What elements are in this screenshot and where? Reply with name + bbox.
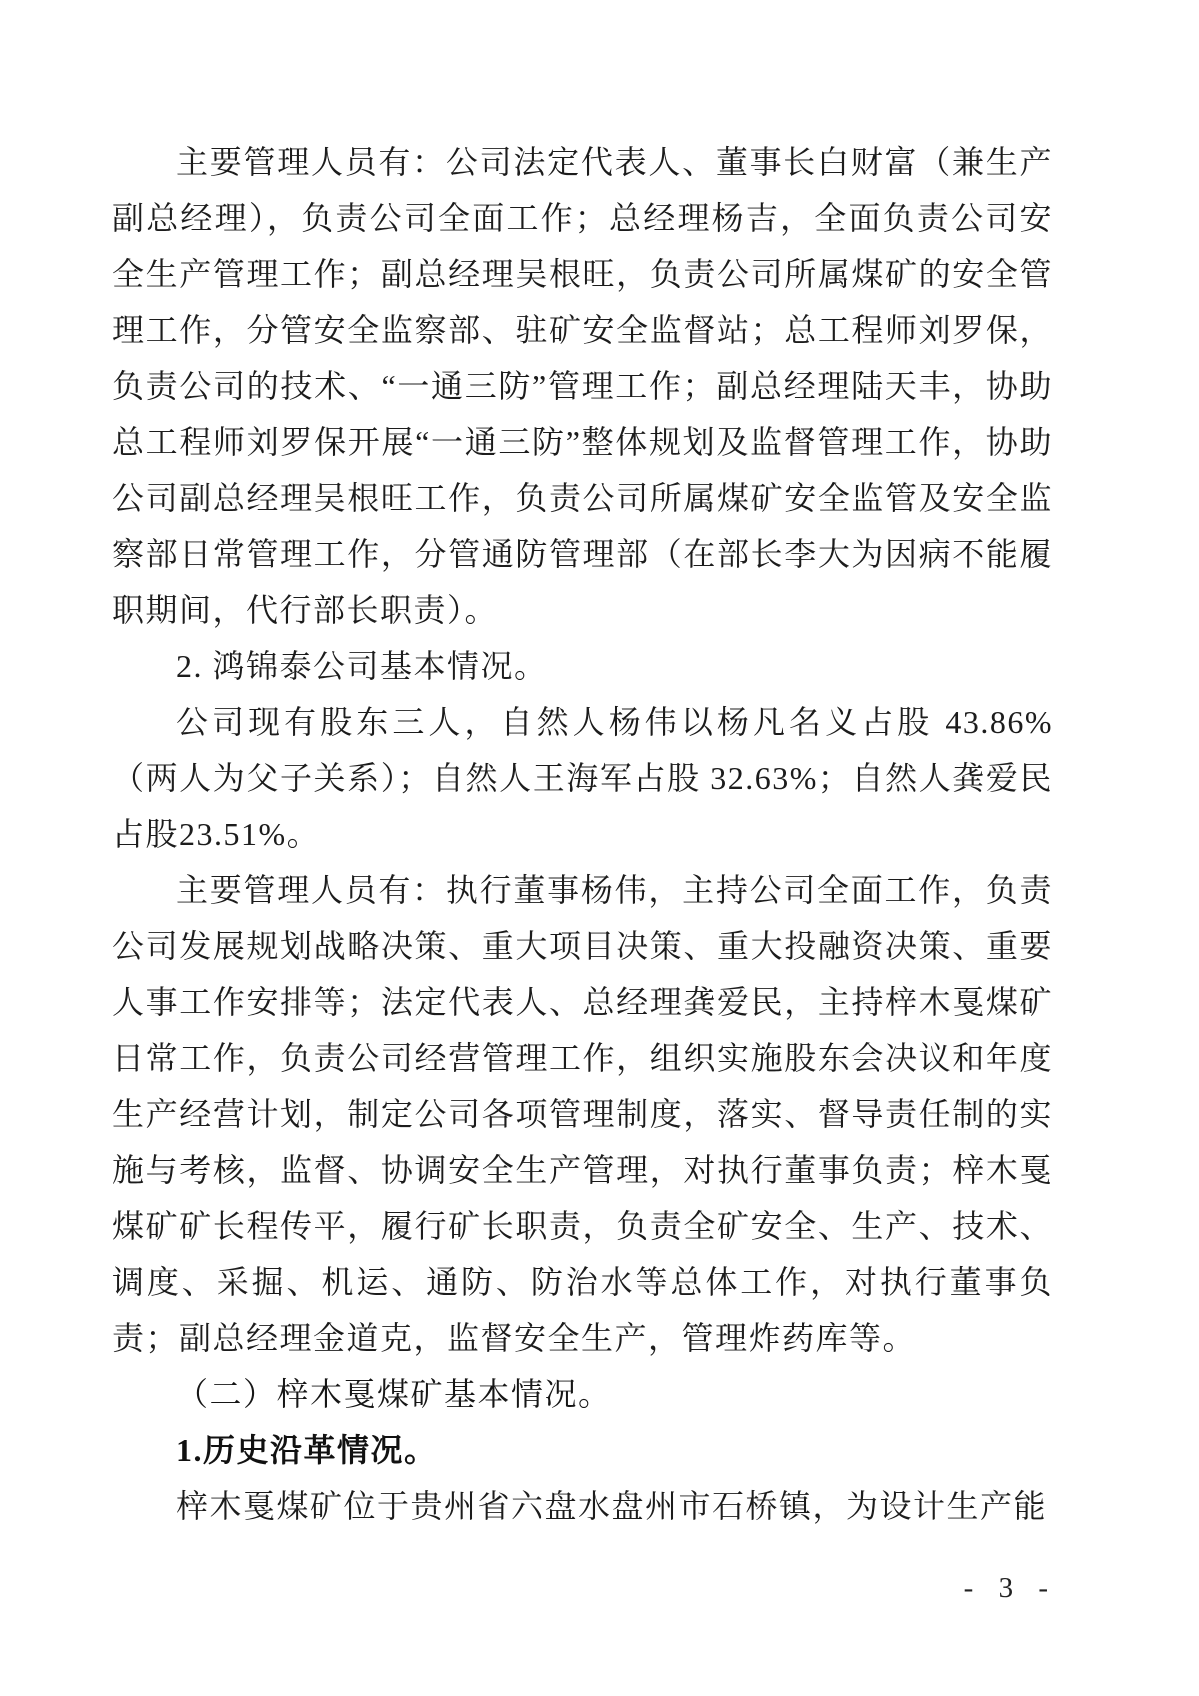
company-management-paragraph: 主要管理人员有：执行董事杨伟，主持公司全面工作，负责公司发展规划战略决策、重大项目决策、重大投融资决策、重要人事工作安排等；法定代表人、总经理龚爱民，主持梓木戛煤矿日常工作，负责公司经营管理工作，组织实施股东会决议和年度生产经营计划，制定公司各项管理制度，落实、督导责任制的实施与考核，监督、协调安全生产管理，对执行董事负责；梓木戛煤矿矿长程传平，履行矿长职责，负责全矿安全、生产、技术、调度、采掘、机运、通防、防治水等总体工作，对执行董事负责；副总经理金道克，监督安全生产，管理炸药库等。 [112, 872, 1053, 1356]
management-personnel-paragraph: 主要管理人员有：公司法定代表人、董事长白财富（兼生产副总经理），负责公司全面工作；总经理杨吉，全面负责公司安全生产管理工作；副总经理吴根旺，负责公司所属煤矿的安全管理工作，分管安全监察部、驻矿安全监督站；总工程师刘罗保，负责公司的技术、“一通三防”管理工作；副总经理陆天丰，协助总工程师刘罗保开展“一通三防”整体规划及监督管理工作，协助公司副总经理吴根旺工作，负责公司所属煤矿安全监管及安全监察部日常管理工作，分管通防管理部（在部长李大为因病不能履职期间，代行部长职责）。 [112, 144, 1053, 628]
mine-basic-info-section-heading: （二）梓木戛煤矿基本情况。 [176, 1376, 612, 1412]
mine-location-paragraph: 梓木戛煤矿位于贵州省六盘水盘州市石桥镇，为设计生产能 [176, 1488, 1048, 1524]
document-body [112, 134, 1053, 1534]
history-subsection-heading: 1.历史沿革情况。 [176, 1432, 438, 1468]
company-basic-info-heading: 2. 鸿锦泰公司基本情况。 [176, 648, 548, 684]
page-number: - 3 - [963, 1572, 1057, 1604]
shareholders-paragraph: 公司现有股东三人，自然人杨伟以杨凡名义占股 43.86%（两人为父子关系）；自然人王海军占股 32.63%；自然人龚爱民占股23.51%。 [112, 704, 1053, 852]
